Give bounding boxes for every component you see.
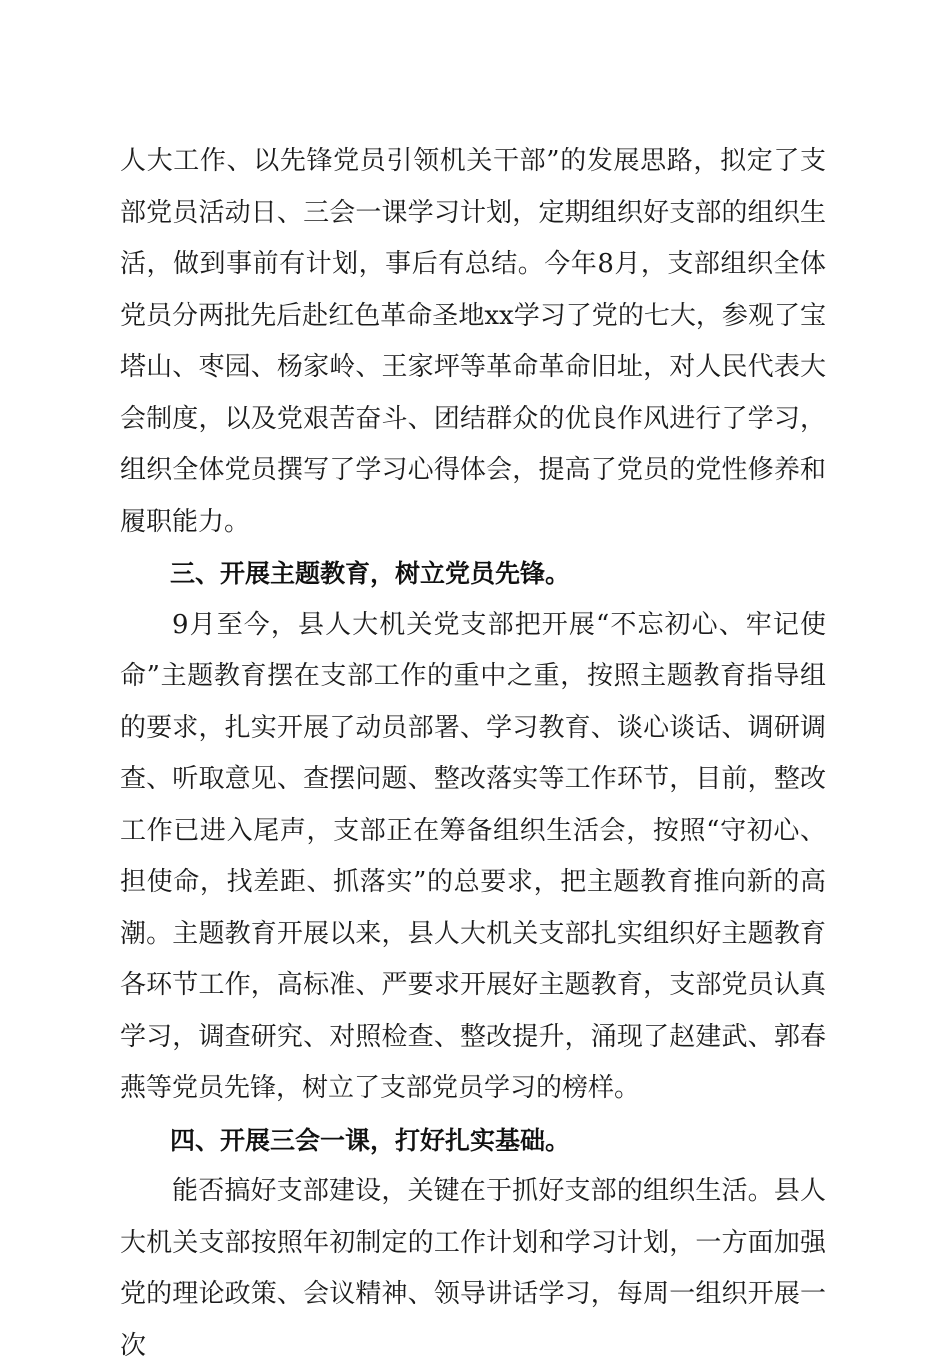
- section-heading-3: 三、开展主题教育，树立党员先锋。: [170, 559, 571, 588]
- paragraph-section-3: 9月至今，县人大机关党支部把开展“不忘初心、牢记使命”主题教育摆在支部工作的重中之重，按照主题教育指导组的要求，扎实开展了动员部署、学习教育、谈心谈话、调研调查、听取意见、查摆问题、整改落实等工作环节，目前，整改工作已进入尾声，支部正在筹备组织生活会，按照“守初心、担使命，找差距、抓落实”的总要求，把主题教育推向新的高潮。主题教育开展以来，县人大机关支部扎实组织好主题教育各环节工作，高标准、严要求开展好主题教育，支部党员认真学习，调查研究、对照检查、整改提升，涌现了赵建武、郭春燕等党员先锋，树立了支部党员学习的榜样。: [120, 609, 826, 1103]
- section-heading-4: 四、开展三会一课，打好扎实基础。: [170, 1125, 571, 1155]
- document-body: [120, 136, 826, 1372]
- paragraph-section-4: 能否搞好支部建设，关键在于抓好支部的组织生活。县人大机关支部按照年初制定的工作计划和学习计划，一方面加强党的理论政策、会议精神、领导讲话学习，每周一组织开展一次: [120, 1176, 826, 1361]
- paragraph-continued: 人大工作、以先锋党员引领机关干部”的发展思路，拟定了支部党员活动日、三会一课学习计划，定期组织好支部的组织生活，做到事前有计划，事后有总结。今年8月，支部组织全体党员分两批先后赴红色革命圣地xx学习了党的七大，参观了宝塔山、枣园、杨家岭、王家坪等革命革命旧址，对人民代表大会制度，以及党艰苦奋斗、团结群众的优良作风进行了学习，组织全体党员撰写了学习心得体会，提高了党员的党性修养和履职能力。: [120, 146, 826, 537]
